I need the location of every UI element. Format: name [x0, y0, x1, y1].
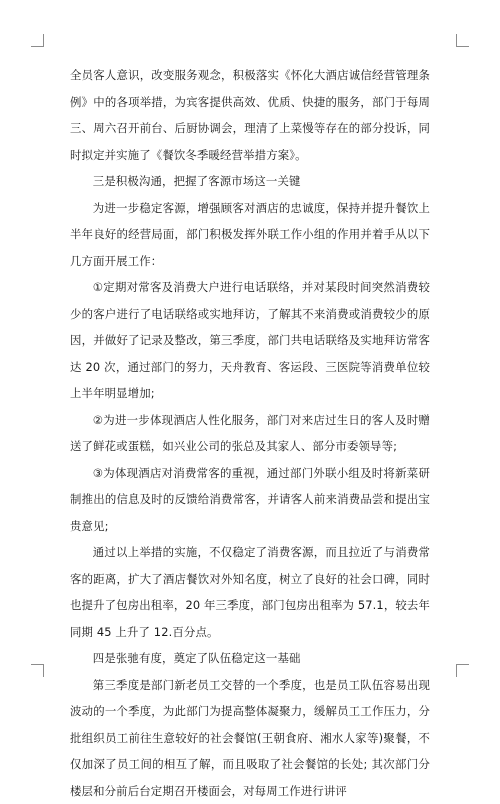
- crop-mark-top-left: [31, 34, 44, 47]
- paragraph-staff: 第三季度是部门新老员工交替的一个季度，也是员工队伍容易出现波动的一个季度，为此部门为提高整体凝聚力，缓解员工工作压力，分批组织员工前往生意较好的社会餐馆(王朝食府、湘水人家等)聚餐，不仅加深了员工间的相互了解，而且吸取了社会餐馆的长处; 其次部门分楼层和分前后台定期召开楼面会，对每周工作进行讲评: [70, 672, 430, 804]
- paragraph-intro-outreach: 为进一步稳定客源，增强顾客对酒店的忠诚度，保持并提升餐饮上半年良好的经营局面，部门积极发挥外联工作小组的作用并着手从以下几方面开展工作：: [70, 195, 430, 275]
- crop-mark-top-right: [456, 34, 469, 47]
- section-heading-three: 三是积极沟通，把握了客源市场这一关键: [70, 168, 430, 195]
- paragraph-continued: 全员客人意识，改变服务观念，积极落实《怀化大酒店诚信经营管理条例》中的各项举措，为宾客提供高效、优质、快捷的服务，部门于每周三、周六召开前台、后厨协调会，理清了上菜慢等存在的部分投诉，同时拟定并实施了《餐饮冬季暖经营举措方案》。: [70, 62, 430, 168]
- paragraph-results: 通过以上举措的实施，不仅稳定了消费客源，而且拉近了与消费常客的距离，扩大了酒店餐饮对外知名度，树立了良好的社会口碑，同时也提升了包房出租率，20 年三季度，部门包房出租率为 57.1，较去年同期 45 上升了 12.百分点。: [70, 539, 430, 645]
- document-body: [70, 62, 430, 804]
- crop-mark-bottom-right: [456, 664, 469, 677]
- crop-mark-bottom-left: [31, 664, 44, 677]
- paragraph-item-two: ②为进一步体现酒店人性化服务，部门对来店过生日的客人及时赠送了鲜花或蛋糕，如兴业公司的张总及其家人、部分市委领导等;: [70, 407, 430, 460]
- section-heading-four: 四是张驰有度，奠定了队伍稳定这一基础: [70, 645, 430, 672]
- paragraph-item-one: ①定期对常客及消费大户进行电话联络，并对某段时间突然消费较少的客户进行了电话联络或实地拜访，了解其不来消费或消费较少的原因，并做好了记录及整改，第三季度，部门共电话联络及实地拜访常客达 20 次，通过部门的努力，天舟教育、客运段、三医院等消费单位较上半年明显增加;: [70, 274, 430, 407]
- paragraph-item-three: ③为体现酒店对消费常客的重视，通过部门外联小组及时将新菜研制推出的信息及时的反馈给消费常客，并请客人前来消费品尝和提出宝贵意见;: [70, 460, 430, 540]
